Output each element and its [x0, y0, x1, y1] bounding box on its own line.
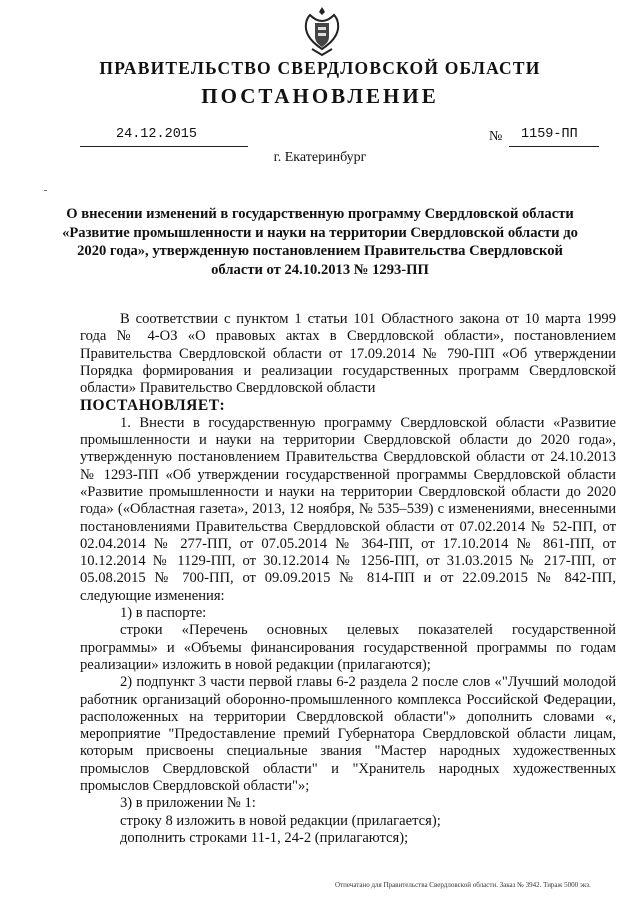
sub-item-1: 1) в паспорте:	[120, 605, 207, 622]
coat-of-arms-icon	[302, 5, 342, 57]
document-number: 1159-ПП	[521, 127, 578, 142]
government-title: ПРАВИТЕЛЬСТВО СВЕРДЛОВСКОЙ ОБЛАСТИ	[99, 58, 541, 78]
margin-mark	[44, 190, 47, 191]
sub-item-2: 2) подпункт 3 части первой главы 6-2 раздела 2 после слов «"Лучший молодой работник организаций оборонно-промышленного комплекса Российской Федерации, расположенных на территории Свердловской области"» дополнить словами «, мероприятие "Предоставление премий Губернатора Свердловской области лицам, которым присвоены специальные звания "Мастер народных художественных промыслов Свердловской области" и "Хранитель народных художественных промыслов Свердловской области"»;	[80, 674, 616, 795]
sub-item-3: 3) в приложении № 1:	[120, 795, 256, 812]
number-underline	[509, 146, 599, 147]
number-sign: №	[489, 129, 503, 144]
document-body	[80, 311, 616, 847]
document-date: 24.12.2015	[116, 127, 198, 142]
print-footer: Отпечатано для Правительства Свердловской области. Заказ № 3942. Тираж 5000 экз.	[335, 881, 591, 889]
sub-item-3-a: строку 8 изложить в новой редакции (прилагается);	[120, 812, 441, 829]
document-type: ПОСТАНОВЛЕНИЕ	[201, 84, 439, 108]
date-underline	[80, 146, 248, 147]
document-subject: О внесении изменений в государственную программу Свердловской области «Развитие промышленности и науки на территории Свердловской области до 2020 года», утвержденную постановлением Правительства Свердловской области от 24.10.2013 № 1293-ПП	[62, 206, 578, 278]
sub-item-3-b: дополнить строками 11-1, 24-2 (прилагаются);	[120, 829, 409, 846]
preamble: В соответствии с пунктом 1 статьи 101 Областного закона от 10 марта 1999 года № 4-ОЗ «О правовых актах в Свердловской области», постановлением Правительства Свердловской области от 17.09.2014 № 790-ПП «Об утверждении Порядка формирования и реализации государственных программ Свердловской области» Правительство Свердловской области	[80, 311, 616, 397]
resolves-heading: ПОСТАНОВЛЯЕТ:	[80, 397, 226, 415]
sub-item-1-text: строки «Перечень основных целевых показателей государственной программы» и «Объемы финансирования государственной программы по годам реализации» изложить в новой редакции (прилагаются);	[80, 622, 616, 673]
item-1: 1. Внести в государственную программу Свердловской области «Развитие промышленности и науки на территории Свердловской области до 2020 года», утвержденную постановлением Правительства Свердловской области от 24.10.2013 № 1293-ПП «Об утверждении государственной программы Свердловской области «Развитие промышленности и науки на территории Свердловской области до 2020 года» («Областная газета», 2013, 12 ноября, № 535–539) с изменениями, внесенными постановлениями Правительства Свердловской области от 07.02.2014 № 52-ПП, от 02.04.2014 № 277-ПП, от 07.05.2014 № 364-ПП, от 17.10.2014 № 861-ПП, от 10.12.2014 № 1129-ПП, от 30.12.2014 № 1256-ПП, от 31.03.2015 № 217-ПП, от 05.08.2015 № 700-ПП, от 09.09.2015 № 814-ПП и от 22.09.2015 № 842-ПП, следующие изменения:	[80, 414, 616, 604]
city: г. Екатеринбург	[273, 150, 367, 165]
